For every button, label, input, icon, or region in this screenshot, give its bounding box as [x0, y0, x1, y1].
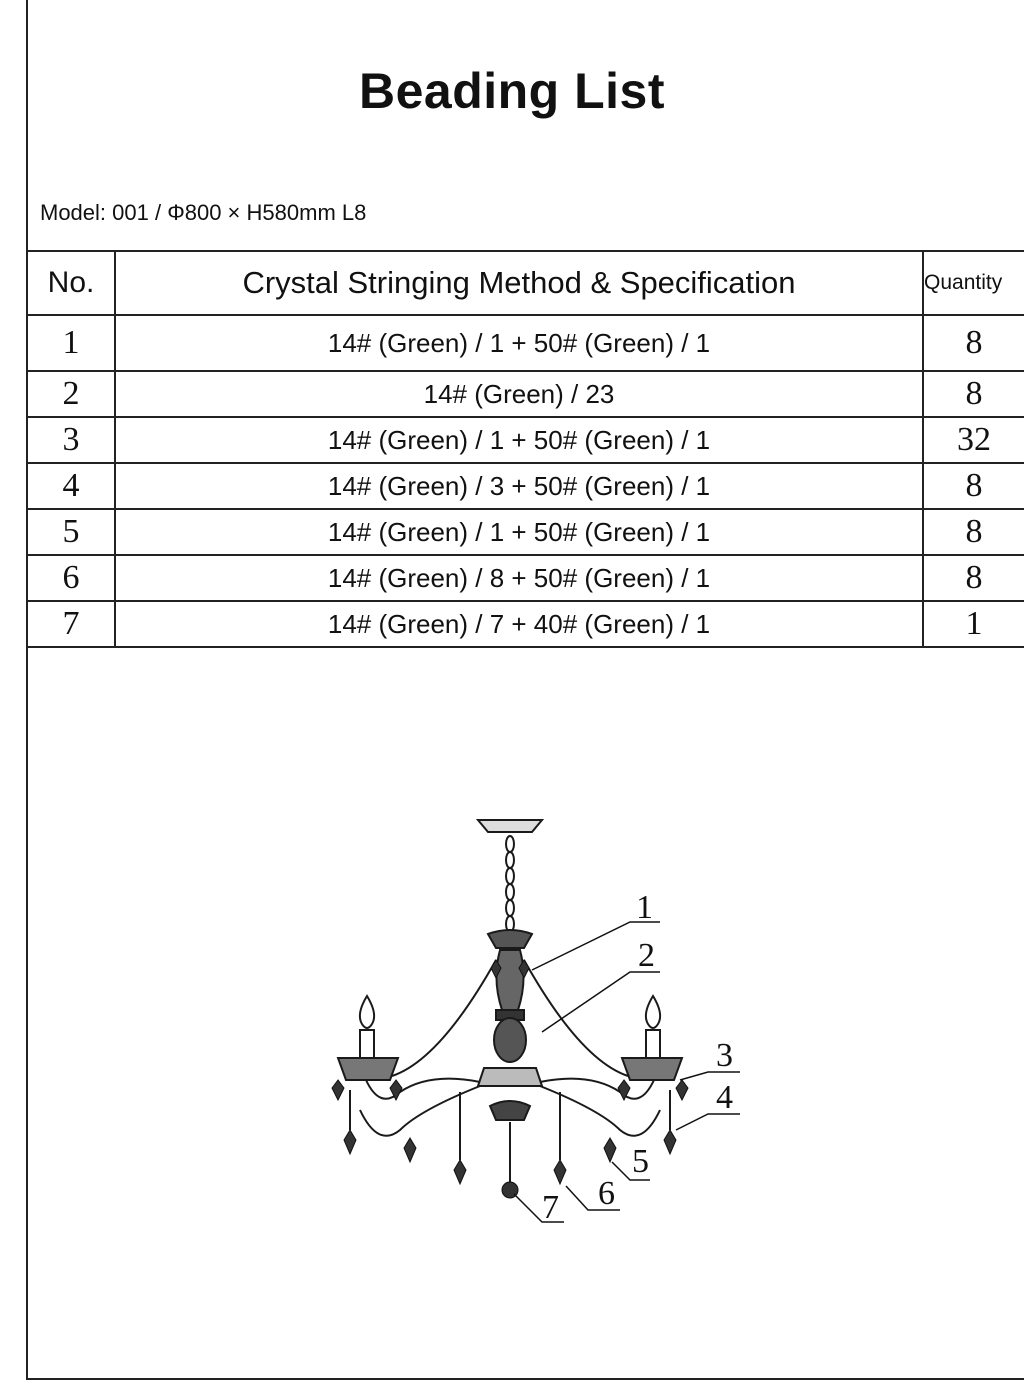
table-row	[28, 463, 1024, 509]
row-quantity: 8	[923, 509, 1024, 555]
row-spec: 14# (Green) / 23	[115, 371, 923, 417]
model-spec: Model: 001 / Φ800 × H580mm L8	[40, 200, 367, 225]
callout-5: 5	[632, 1143, 649, 1180]
arm-left-lower	[360, 1086, 480, 1136]
callout-2: 2	[638, 937, 655, 974]
drop-1	[344, 1130, 356, 1154]
row-quantity: 8	[923, 371, 1024, 417]
row-spec: 14# (Green) / 3 + 50# (Green) / 1	[115, 463, 923, 509]
hub-bowl	[490, 1101, 530, 1120]
arm-right-lower	[540, 1086, 660, 1136]
page-frame-bottom	[26, 1378, 1024, 1380]
cup-right	[622, 1058, 682, 1080]
callout-1: 1	[636, 889, 653, 926]
drop-7	[604, 1138, 616, 1162]
header-spec: Crystal Stringing Method & Specification	[115, 251, 923, 315]
drop-3	[454, 1160, 466, 1184]
candle-right	[646, 1030, 660, 1058]
stem-ball	[494, 1018, 526, 1062]
row-no: 3	[28, 417, 115, 463]
table-row	[28, 315, 1024, 371]
chandelier-diagram	[320, 810, 760, 1230]
row-quantity: 8	[923, 463, 1024, 509]
row-spec: 14# (Green) / 1 + 50# (Green) / 1	[115, 509, 923, 555]
row-quantity: 1	[923, 601, 1024, 647]
drop-4	[554, 1160, 566, 1184]
row-spec: 14# (Green) / 8 + 50# (Green) / 1	[115, 555, 923, 601]
table-row	[28, 509, 1024, 555]
table-row	[28, 371, 1024, 417]
swag-right	[524, 960, 628, 1076]
row-quantity: 8	[923, 555, 1024, 601]
row-spec: 14# (Green) / 1 + 50# (Green) / 1	[115, 315, 923, 371]
canopy	[478, 820, 542, 832]
swag-left	[392, 960, 496, 1076]
arm-left	[366, 1079, 480, 1099]
row-no: 7	[28, 601, 115, 647]
row-no: 4	[28, 463, 115, 509]
drop-11	[676, 1080, 688, 1100]
crown	[488, 930, 532, 948]
row-no: 5	[28, 509, 115, 555]
bulb-right	[646, 996, 660, 1028]
row-no: 1	[28, 315, 115, 371]
drop-6	[404, 1138, 416, 1162]
drop-8	[332, 1080, 344, 1100]
callout-6: 6	[598, 1175, 615, 1212]
hub	[478, 1068, 542, 1086]
row-no: 2	[28, 371, 115, 417]
row-spec: 14# (Green) / 7 + 40# (Green) / 1	[115, 601, 923, 647]
table-header-row	[28, 251, 1024, 315]
leader-4	[676, 1114, 740, 1130]
row-quantity: 8	[923, 315, 1024, 371]
drop-2	[664, 1130, 676, 1154]
bulb-left	[360, 996, 374, 1028]
row-no: 6	[28, 555, 115, 601]
beading-table	[28, 250, 1024, 648]
table-row	[28, 555, 1024, 601]
row-spec: 14# (Green) / 1 + 50# (Green) / 1	[115, 417, 923, 463]
table-row	[28, 601, 1024, 647]
chain	[506, 836, 514, 932]
page-title: Beading List	[358, 63, 666, 119]
callout-3: 3	[716, 1037, 733, 1074]
cup-left	[338, 1058, 398, 1080]
page-frame-left	[26, 0, 28, 1380]
callout-7: 7	[542, 1189, 559, 1226]
header-quantity: Quantity	[923, 251, 1024, 315]
row-quantity: 32	[923, 417, 1024, 463]
table-row	[28, 417, 1024, 463]
header-no: No.	[28, 251, 115, 315]
leader-2	[542, 972, 660, 1032]
arm-right	[540, 1079, 654, 1099]
callout-4: 4	[716, 1079, 733, 1116]
stem-vase	[496, 950, 523, 1010]
candle-left	[360, 1030, 374, 1058]
